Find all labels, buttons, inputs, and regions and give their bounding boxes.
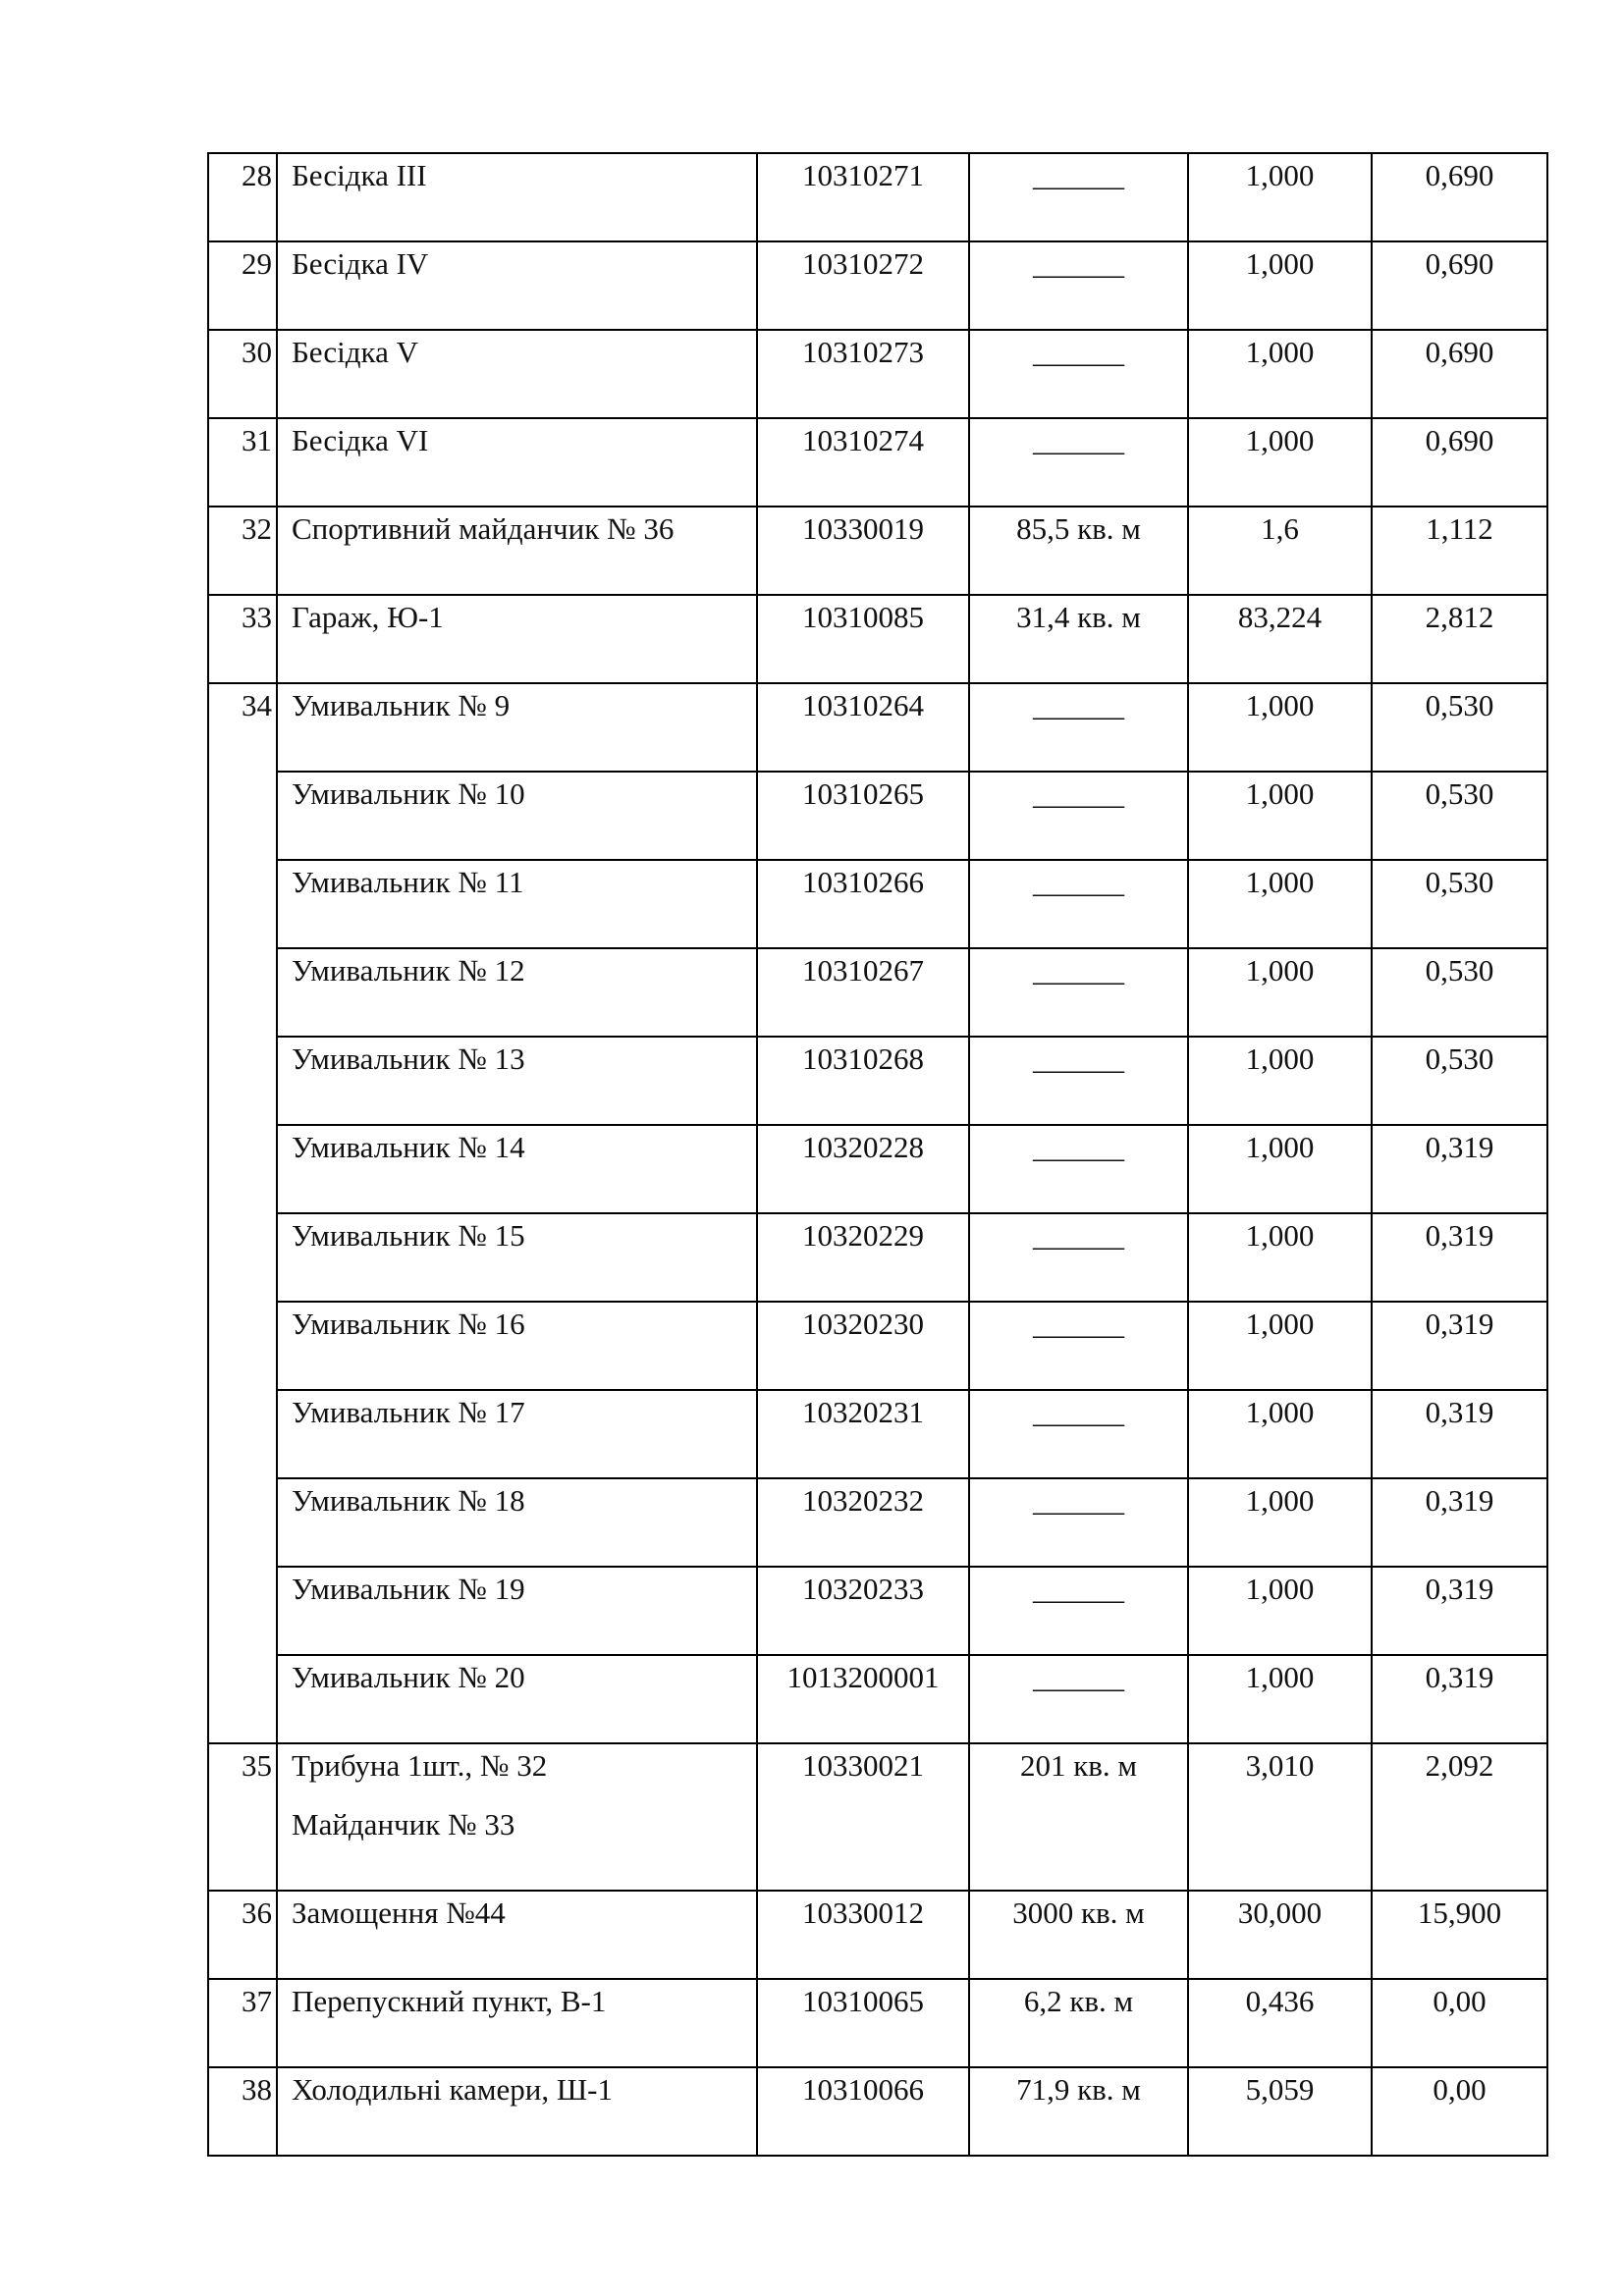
quantity-value: 1,000: [1188, 1213, 1372, 1302]
row-number: [208, 1213, 277, 1302]
item-name: Умивальник № 14: [292, 1130, 525, 1164]
area-value: ______: [969, 1302, 1188, 1390]
cost-value: 0,319: [1372, 1478, 1547, 1567]
item-name: Перепускний пункт, В-1: [292, 1984, 607, 2018]
quantity-value: 1,000: [1188, 153, 1372, 241]
row-number: 32: [208, 507, 277, 595]
row-number: 31: [208, 418, 277, 507]
row-number: 34: [208, 683, 277, 772]
item-name-cell: [277, 241, 757, 330]
cost-value: 0,530: [1372, 860, 1547, 948]
item-name-cell: [277, 1979, 757, 2067]
inventory-code: 10330012: [757, 1891, 969, 1979]
row-number: [208, 1655, 277, 1743]
quantity-value: 30,000: [1188, 1891, 1372, 1979]
row-number: [208, 948, 277, 1037]
item-name-cell: [277, 507, 757, 595]
row-number: [208, 1302, 277, 1390]
item-name: Майданчик № 33: [292, 1806, 515, 1842]
table-row: [208, 860, 1547, 948]
row-number: [208, 1567, 277, 1655]
item-name: Холодильні камери, Ш-1: [292, 2072, 613, 2107]
cost-value: 0,319: [1372, 1567, 1547, 1655]
quantity-value: 1,000: [1188, 1478, 1372, 1567]
table-row: [208, 330, 1547, 418]
area-value: ______: [969, 1655, 1188, 1743]
quantity-value: 1,000: [1188, 1390, 1372, 1478]
cost-value: 0,319: [1372, 1125, 1547, 1213]
item-name: Умивальник № 11: [292, 865, 524, 899]
item-name-cell: [277, 1567, 757, 1655]
item-name-cell: [277, 1213, 757, 1302]
cost-value: 0,319: [1372, 1655, 1547, 1743]
table-row: [208, 772, 1547, 860]
row-number: 37: [208, 1979, 277, 2067]
area-value: ______: [969, 683, 1188, 772]
table-row: [208, 418, 1547, 507]
inventory-code: 10310267: [757, 948, 969, 1037]
inventory-code: 10320230: [757, 1302, 969, 1390]
inventory-code: 10330021: [757, 1743, 969, 1891]
table-row: [208, 1743, 1547, 1891]
item-name-cell: [277, 1655, 757, 1743]
cost-value: 0,00: [1372, 1979, 1547, 2067]
item-name-cell: [277, 1037, 757, 1125]
quantity-value: 1,000: [1188, 330, 1372, 418]
row-number: 30: [208, 330, 277, 418]
area-value: 31,4 кв. м: [969, 595, 1188, 683]
row-number: 33: [208, 595, 277, 683]
table-row: [208, 507, 1547, 595]
inventory-code: 10320232: [757, 1478, 969, 1567]
area-value: 3000 кв. м: [969, 1891, 1188, 1979]
cost-value: 15,900: [1372, 1891, 1547, 1979]
item-name-cell: [277, 153, 757, 241]
quantity-value: 0,436: [1188, 1979, 1372, 2067]
table-row: [208, 1125, 1547, 1213]
item-name-cell: [277, 1891, 757, 1979]
row-number: [208, 1037, 277, 1125]
item-name: Бесідка IV: [292, 246, 429, 281]
table-row: [208, 1891, 1547, 1979]
item-name: Трибуна 1шт., № 32: [292, 1748, 548, 1783]
inventory-table-body: [208, 153, 1547, 2156]
item-name: Умивальник № 9: [292, 688, 511, 722]
cost-value: 2,812: [1372, 595, 1547, 683]
row-number: 38: [208, 2067, 277, 2156]
item-name: Умивальник № 16: [292, 1307, 525, 1341]
quantity-value: 5,059: [1188, 2067, 1372, 2156]
item-name: Гараж, Ю-1: [292, 600, 444, 634]
item-name: Умивальник № 13: [292, 1041, 525, 1076]
table-row: [208, 1302, 1547, 1390]
row-number: 29: [208, 241, 277, 330]
quantity-value: 1,000: [1188, 772, 1372, 860]
table-row: [208, 1979, 1547, 2067]
quantity-value: 1,000: [1188, 1125, 1372, 1213]
table-row: [208, 2067, 1547, 2156]
area-value: ______: [969, 241, 1188, 330]
row-number: 28: [208, 153, 277, 241]
table-row: [208, 595, 1547, 683]
inventory-code: 10310065: [757, 1979, 969, 2067]
area-value: ______: [969, 418, 1188, 507]
quantity-value: 83,224: [1188, 595, 1372, 683]
cost-value: 0,530: [1372, 683, 1547, 772]
table-row: [208, 1213, 1547, 1302]
cost-value: 0,690: [1372, 153, 1547, 241]
item-name: Умивальник № 12: [292, 953, 525, 988]
item-name-cell: [277, 948, 757, 1037]
row-number: 36: [208, 1891, 277, 1979]
area-value: ______: [969, 330, 1188, 418]
quantity-value: 3,010: [1188, 1743, 1372, 1891]
item-name: Умивальник № 17: [292, 1395, 525, 1429]
item-name: Умивальник № 15: [292, 1218, 525, 1253]
table-row: [208, 1655, 1547, 1743]
quantity-value: 1,000: [1188, 418, 1372, 507]
quantity-value: 1,000: [1188, 683, 1372, 772]
quantity-value: 1,000: [1188, 1302, 1372, 1390]
cost-value: 0,690: [1372, 330, 1547, 418]
item-name: Умивальник № 10: [292, 776, 525, 811]
cost-value: 0,319: [1372, 1302, 1547, 1390]
item-name-cell: [277, 2067, 757, 2156]
table-row: [208, 1037, 1547, 1125]
table-row: [208, 1567, 1547, 1655]
table-row: [208, 1390, 1547, 1478]
inventory-table: [207, 152, 1548, 2157]
area-value: 6,2 кв. м: [969, 1979, 1188, 2067]
item-name-cell: [277, 1302, 757, 1390]
item-name-cell: [277, 330, 757, 418]
item-name: Бесідка VI: [292, 423, 429, 457]
item-name-cell: [277, 683, 757, 772]
item-name: Умивальник № 18: [292, 1483, 525, 1518]
inventory-code: 10310265: [757, 772, 969, 860]
area-value: ______: [969, 948, 1188, 1037]
area-value: 71,9 кв. м: [969, 2067, 1188, 2156]
item-name: Бесідка V: [292, 335, 418, 369]
inventory-code: 10310274: [757, 418, 969, 507]
inventory-code: 10320231: [757, 1390, 969, 1478]
item-name: Бесідка ІІІ: [292, 158, 427, 192]
table-row: [208, 683, 1547, 772]
table-row: [208, 948, 1547, 1037]
inventory-code: 10310264: [757, 683, 969, 772]
inventory-code: 10310271: [757, 153, 969, 241]
cost-value: 2,092: [1372, 1743, 1547, 1891]
quantity-value: 1,6: [1188, 507, 1372, 595]
item-name-cell: [277, 418, 757, 507]
quantity-value: 1,000: [1188, 860, 1372, 948]
item-name-cell: [277, 1478, 757, 1567]
cost-value: 0,00: [1372, 2067, 1547, 2156]
row-number: [208, 1390, 277, 1478]
item-name: Умивальник № 20: [292, 1660, 525, 1694]
item-name-cell: [277, 595, 757, 683]
inventory-code: 10320229: [757, 1213, 969, 1302]
item-name-cell: [277, 1743, 757, 1891]
item-name: Спортивний майданчик № 36: [292, 511, 675, 546]
quantity-value: 1,000: [1188, 1655, 1372, 1743]
area-value: ______: [969, 860, 1188, 948]
table-row: [208, 241, 1547, 330]
area-value: ______: [969, 772, 1188, 860]
table-row: [208, 1478, 1547, 1567]
area-value: ______: [969, 1390, 1188, 1478]
row-number: [208, 860, 277, 948]
row-number: [208, 1125, 277, 1213]
area-value: ______: [969, 1037, 1188, 1125]
inventory-code: 10310268: [757, 1037, 969, 1125]
inventory-code: 10310272: [757, 241, 969, 330]
quantity-value: 1,000: [1188, 241, 1372, 330]
cost-value: 0,690: [1372, 418, 1547, 507]
cost-value: 0,530: [1372, 772, 1547, 860]
item-name: Замощення №44: [292, 1896, 506, 1930]
item-name-cell: [277, 1125, 757, 1213]
quantity-value: 1,000: [1188, 1037, 1372, 1125]
cost-value: 0,319: [1372, 1390, 1547, 1478]
area-value: ______: [969, 153, 1188, 241]
cost-value: 0,530: [1372, 1037, 1547, 1125]
table-row: [208, 153, 1547, 241]
item-name: Умивальник № 19: [292, 1572, 525, 1606]
inventory-code: 10310266: [757, 860, 969, 948]
item-name-cell: [277, 772, 757, 860]
cost-value: 1,112: [1372, 507, 1547, 595]
inventory-code: 10320228: [757, 1125, 969, 1213]
inventory-code: 10320233: [757, 1567, 969, 1655]
area-value: ______: [969, 1125, 1188, 1213]
inventory-code: 10310273: [757, 330, 969, 418]
area-value: ______: [969, 1478, 1188, 1567]
row-number: [208, 1478, 277, 1567]
area-value: 201 кв. м: [969, 1743, 1188, 1891]
row-number: 35: [208, 1743, 277, 1891]
cost-value: 0,530: [1372, 948, 1547, 1037]
cost-value: 0,690: [1372, 241, 1547, 330]
area-value: 85,5 кв. м: [969, 507, 1188, 595]
cost-value: 0,319: [1372, 1213, 1547, 1302]
item-name-cell: [277, 860, 757, 948]
area-value: ______: [969, 1213, 1188, 1302]
inventory-code: 10310066: [757, 2067, 969, 2156]
inventory-code: 10310085: [757, 595, 969, 683]
quantity-value: 1,000: [1188, 1567, 1372, 1655]
row-number: [208, 772, 277, 860]
item-name-cell: [277, 1390, 757, 1478]
quantity-value: 1,000: [1188, 948, 1372, 1037]
inventory-code: 1013200001: [757, 1655, 969, 1743]
area-value: ______: [969, 1567, 1188, 1655]
inventory-code: 10330019: [757, 507, 969, 595]
